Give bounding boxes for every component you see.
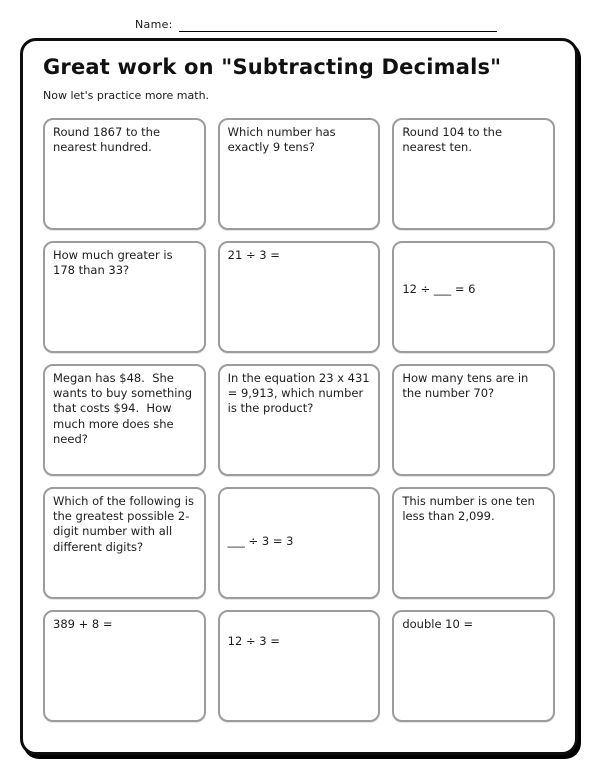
- question-card: [43, 487, 206, 599]
- question-text: Which number has exactly 9 tens?: [227, 125, 340, 155]
- question-card: [43, 118, 206, 230]
- question-text: Which of the following is the greatest possible 2-digit number with all different digits?: [53, 494, 198, 554]
- question-card: [392, 241, 555, 353]
- question-text: This number is one ten less than 2,099.: [402, 494, 539, 524]
- question-card: [392, 610, 555, 722]
- question-card: [43, 610, 206, 722]
- question-text: 21 ÷ 3 =: [227, 248, 280, 262]
- question-card: [43, 241, 206, 353]
- question-text: How many tens are in the number 70?: [402, 371, 532, 401]
- question-text: Round 1867 to the nearest hundred.: [53, 125, 164, 155]
- question-text: Megan has $48. She wants to buy something that costs $94. How much more does she need?: [53, 371, 196, 446]
- question-grid: [43, 118, 555, 722]
- question-text: Round 104 to the nearest ten.: [402, 125, 506, 155]
- question-card: [218, 364, 381, 476]
- question-card: [218, 487, 381, 599]
- question-card: [43, 364, 206, 476]
- question-card: [392, 487, 555, 599]
- question-card: [218, 610, 381, 722]
- question-text: 12 ÷ ___ = 6: [402, 282, 476, 296]
- question-text: ___ ÷ 3 = 3: [227, 534, 294, 548]
- question-card: [392, 364, 555, 476]
- worksheet-subtitle: Now let's practice more math.: [43, 89, 210, 102]
- question-card: [218, 118, 381, 230]
- worksheet-title: Great work on "Subtracting Decimals": [43, 55, 502, 79]
- worksheet-frame: [20, 38, 578, 755]
- name-label: Name:: [135, 18, 173, 31]
- name-row: [135, 18, 495, 32]
- question-text: How much greater is 178 than 33?: [53, 248, 177, 278]
- question-text: double 10 =: [402, 617, 474, 631]
- question-text: 389 + 8 =: [53, 617, 113, 631]
- question-card: [392, 118, 555, 230]
- question-card: [218, 241, 381, 353]
- question-text: 12 ÷ 3 =: [227, 634, 280, 648]
- question-text: In the equation 23 x 431 = 9,913, which number is the product?: [227, 371, 374, 416]
- name-blank-line: [179, 18, 497, 32]
